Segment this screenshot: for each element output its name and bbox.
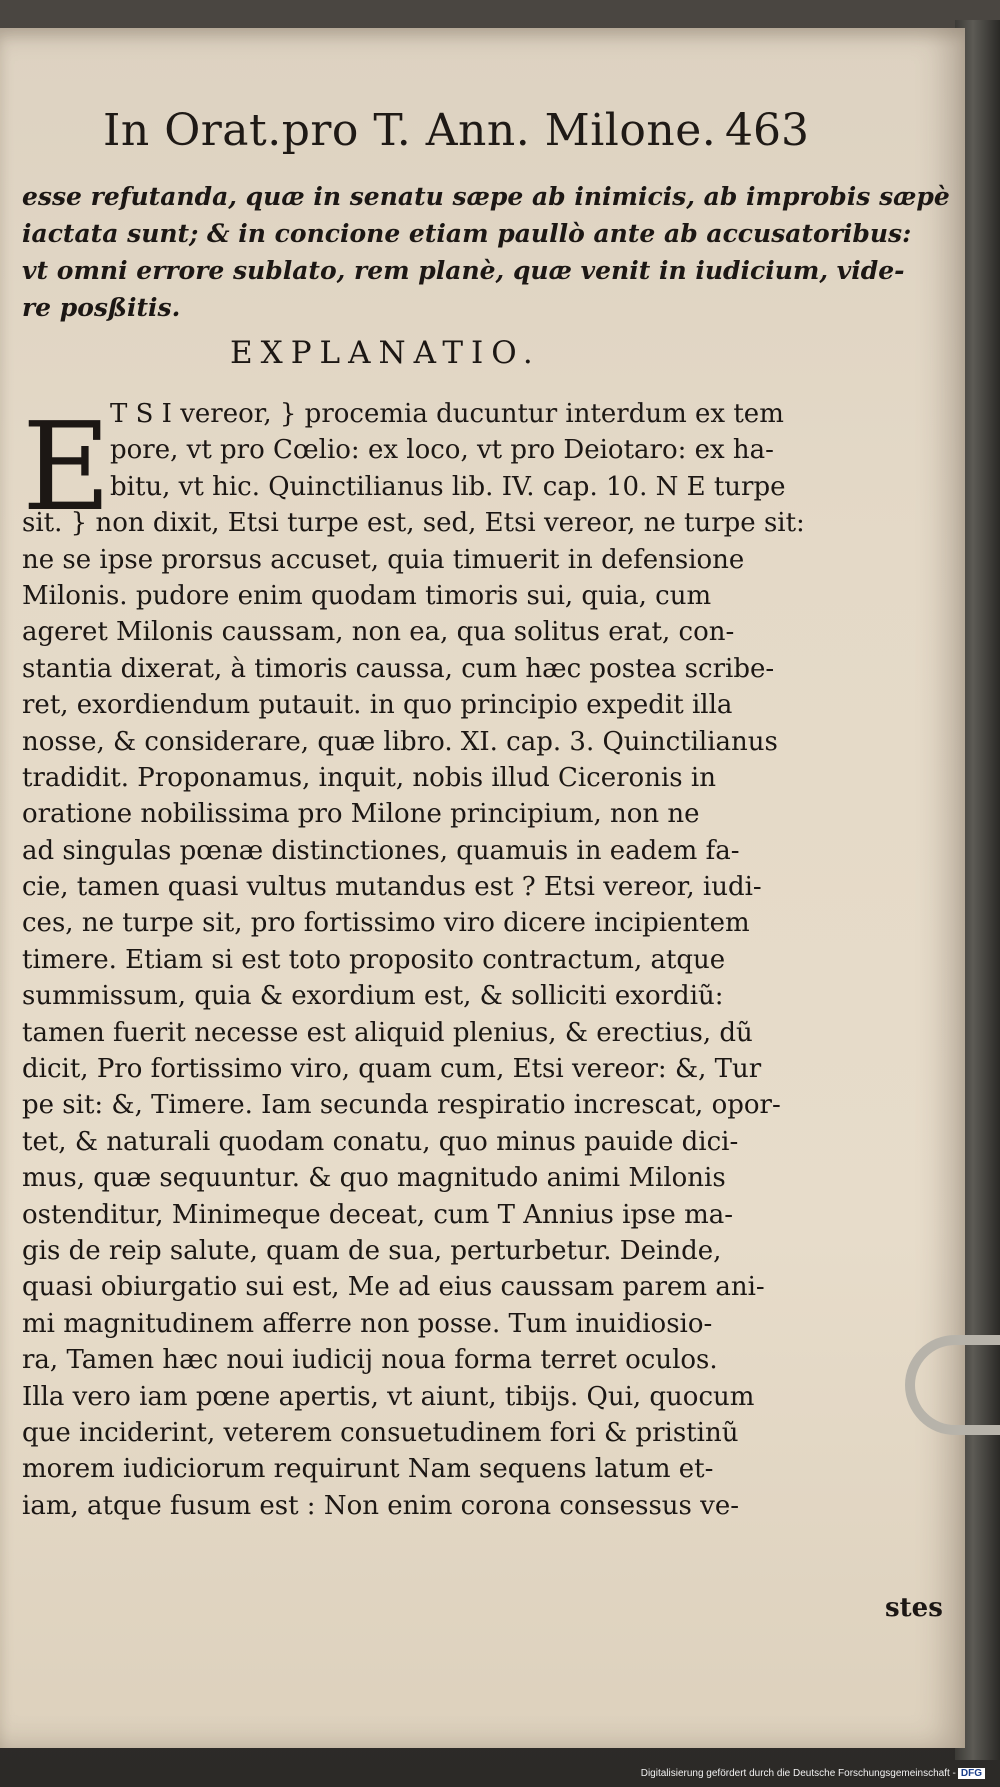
text-line: pe sit: &, Timere. Iam secunda respiratio increscat, opor- xyxy=(22,1090,781,1121)
text-line: morem iudiciorum requirunt Nam sequens latum et- xyxy=(22,1454,714,1485)
text-line: dicit, Pro fortissimo viro, quam cum, Etsi vereor: &, Tur xyxy=(22,1054,762,1085)
text-line: tamen fuerit necesse est aliquid plenius, & erectius, dũ xyxy=(22,1017,753,1048)
text-line: stantia dixerat, à timoris caussa, cum hæc postea scribe- xyxy=(22,653,775,684)
drop-cap: E xyxy=(22,396,112,538)
book-page xyxy=(0,28,965,1748)
page-number: 463 xyxy=(725,105,809,156)
running-head: In Orat.pro T. Ann. Milone. xyxy=(103,105,717,156)
text-line: summissum, quia & exordium est, & solliciti exordiũ: xyxy=(22,981,724,1012)
text-line: gis de reip salute, quam de sua, perturbetur. Deinde, xyxy=(22,1235,722,1266)
excerpt-line: iactata sunt; & in concione etiam paullò ante ab accusatoribus: xyxy=(22,219,912,248)
text-line: cie, tamen quasi vultus mutandus est ? Etsi vereor, iudi- xyxy=(22,872,762,903)
text-line: T S I vereor, } procemia ducuntur interdum ex tem xyxy=(110,399,784,429)
text-line: ret, exordiendum putauit. in quo principio expedit illa xyxy=(22,690,733,721)
text-line: tradidit. Proponamus, inquit, nobis illud Ciceronis in xyxy=(22,762,716,793)
text-line: Milonis. pudore enim quodam timoris sui, quia, cum xyxy=(22,580,712,611)
text-line: mus, quæ sequuntur. & quo magnitudo animi Milonis xyxy=(22,1163,726,1194)
page-clip xyxy=(905,1335,1000,1435)
dfg-logo: DFG xyxy=(958,1768,985,1779)
text-line: pore, vt pro Cœlio: ex loco, vt pro Deiotaro: ex ha- xyxy=(110,435,774,466)
text-line: ces, ne turpe sit, pro fortissimo viro dicere incipientem xyxy=(22,908,750,939)
text-line: ostenditur, Minimeque deceat, cum T Annius ipse ma- xyxy=(22,1199,734,1230)
text-line: ageret Milonis caussam, non ea, qua solitus erat, con- xyxy=(22,617,735,648)
text-line: timere. Etiam si est toto proposito contractum, atque xyxy=(22,944,726,975)
text-line: ra, Tamen hæc noui iudicij noua forma terret oculos. xyxy=(22,1345,718,1376)
excerpt-line: esse refutanda, quæ in senatu sæpe ab inimicis, ab improbis sæpè xyxy=(22,182,950,211)
excerpt-line: re posßitis. xyxy=(22,293,181,322)
text-line: nosse, & considerare, quæ libro. XI. cap. 3. Quinctilianus xyxy=(22,726,778,757)
text-line: que inciderint, veterem consuetudinem fori & pristinũ xyxy=(22,1417,739,1448)
text-line: quasi obiurgatio sui est, Me ad eius caussam parem ani- xyxy=(22,1272,765,1303)
text-line: iam, atque fusum est : Non enim corona consessus ve- xyxy=(22,1490,740,1521)
text-line: ad singulas pœnæ distinctiones, quamuis in eadem fa- xyxy=(22,835,740,866)
text-line: Illa vero iam pœne apertis, vt aiunt, tibijs. Qui, quocum xyxy=(22,1381,755,1412)
text-line: ne se ipse prorsus accuset, quia timuerit in defensione xyxy=(22,544,745,575)
page-header xyxy=(0,83,965,163)
text-line: oratione nobilissima pro Milone principium, non ne xyxy=(22,799,700,830)
section-title: EXPLANATIO. xyxy=(230,335,541,371)
text-line: sit. } non dixit, Etsi turpe est, sed, Etsi vereor, ne turpe sit: xyxy=(22,508,805,539)
digitization-credit xyxy=(625,1768,985,1779)
oration-excerpt xyxy=(22,178,950,326)
commentary-text xyxy=(22,396,812,1524)
credit-text: Digitalisierung gefördert durch die Deutsche Forschungsgemeinschaft - xyxy=(640,1768,956,1779)
excerpt-line: vt omni errore sublato, rem planè, quæ venit in iudicium, vide- xyxy=(22,256,905,285)
text-line: bitu, vt hic. Quinctilianus lib. IV. cap. 10. N E turpe xyxy=(110,471,786,502)
text-line: mi magnitudinem afferre non posse. Tum inuidiosio- xyxy=(22,1308,713,1339)
catchword: stes xyxy=(885,1593,943,1623)
text-line: tet, & naturali quodam conatu, quo minus pauide dici- xyxy=(22,1126,739,1157)
